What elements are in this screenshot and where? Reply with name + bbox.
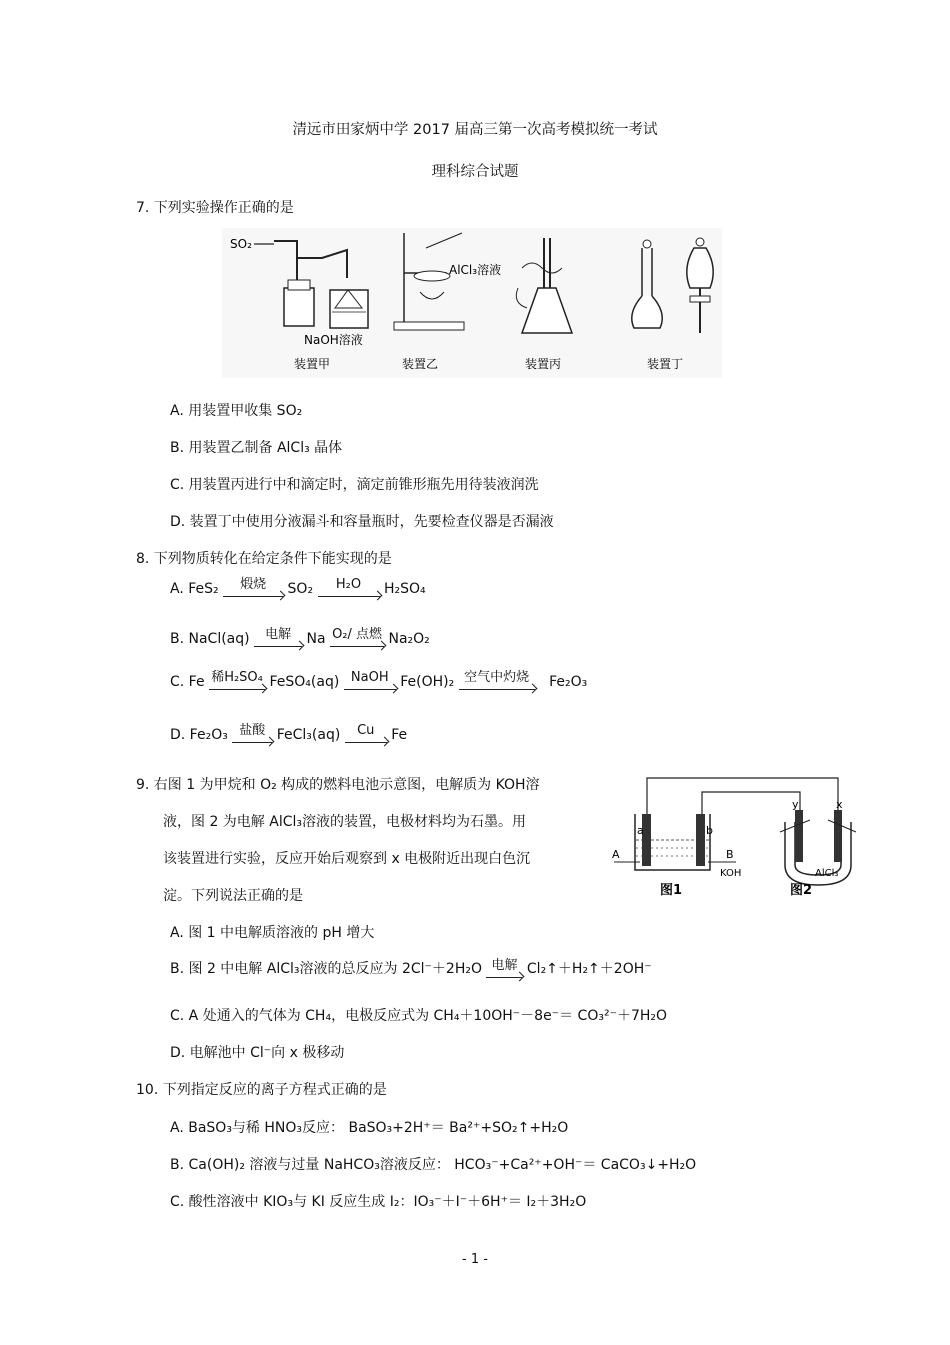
exam-title: 清远市田家炳中学 2017 届高三第一次高考模拟统一考试: [292, 122, 658, 138]
question-10-stem: 10. 下列指定反应的离子方程式正确的是: [136, 1082, 387, 1098]
svg-text:图1: 图1: [660, 883, 683, 898]
svg-text:B: B: [726, 848, 734, 861]
q7-option-b: B. 用装置乙制备 AlCl₃ 晶体: [170, 440, 343, 456]
question-9-stem-line2: 液，图 2 为电解 AlCl₃溶液的装置，电极材料均为石墨。用: [163, 814, 527, 830]
q9-option-b: B. 图 2 中电解 AlCl₃溶液的总反应为 2Cl⁻＋2H₂O 电解 Cl₂↑＋H₂↑＋2OH⁻: [170, 958, 652, 977]
question-7-stem: 7. 下列实验操作正确的是: [136, 200, 294, 216]
question-9-stem-line3: 该装置进行实验，反应开始后观察到 x 电极附近出现白色沉: [163, 851, 531, 867]
page-number: - 1 -: [462, 1252, 488, 1267]
so2-label: SO₂: [230, 237, 252, 251]
question-9-stem-line1: 9. 右图 1 为甲烷和 O₂ 构成的燃料电池示意图，电解质为 KOH溶: [136, 777, 540, 793]
exam-subtitle: 理科综合试题: [431, 164, 519, 180]
q9-option-a: A. 图 1 中电解质溶液的 pH 增大: [170, 925, 375, 941]
q9-cell-figure: [610, 770, 860, 900]
q7-apparatus-figure: [222, 228, 722, 378]
q8-option-b: B. NaCl(aq) 电解 Na O₂/ 点燃 Na₂O₂: [170, 627, 430, 647]
q9-option-d: D. 电解池中 Cl⁻向 x 极移动: [170, 1045, 345, 1061]
q10-option-a: A. BaSO₃与稀 HNO₃反应： BaSO₃+2H⁺＝ Ba²⁺+SO₂↑+H₂O: [170, 1120, 569, 1136]
q7-option-c: C. 用装置丙进行中和滴定时，滴定前锥形瓶先用待装液润洗: [170, 477, 539, 493]
apparatus-yi-label: 装置乙: [402, 357, 439, 371]
question-8-stem: 8. 下列物质转化在给定条件下能实现的是: [136, 551, 392, 567]
svg-text:y: y: [792, 798, 799, 811]
q10-option-c: C. 酸性溶液中 KIO₃与 KI 反应生成 I₂：IO₃⁻＋I⁻＋6H⁺＝ I₂＋3H₂O: [170, 1194, 587, 1210]
apparatus-ding-label: 装置丁: [647, 357, 684, 371]
svg-text:图2: 图2: [790, 883, 813, 898]
svg-text:A: A: [612, 848, 620, 861]
q10-option-b: B. Ca(OH)₂ 溶液与过量 NaHCO₃溶液反应： HCO₃⁻+Ca²⁺+OH⁻＝ CaCO₃↓+H₂O: [170, 1157, 697, 1173]
apparatus-bing-label: 装置丙: [525, 357, 562, 371]
svg-text:x: x: [836, 798, 843, 811]
q8-option-c: C. Fe 稀H₂SO₄ FeSO₄(aq) NaOH Fe(OH)₂ 空气中灼烧 Fe₂O₃: [170, 670, 588, 690]
question-9-stem-line4: 淀。下列说法正确的是: [163, 888, 303, 904]
q8-option-d: D. Fe₂O₃ 盐酸 FeCl₃(aq) Cu Fe: [170, 723, 408, 743]
naoh-label: NaOH溶液: [304, 333, 363, 347]
svg-text:a: a: [637, 824, 644, 837]
q7-option-d: D. 装置丁中使用分液漏斗和容量瓶时，先要检查仪器是否漏液: [170, 514, 554, 530]
q7-option-a: A. 用装置甲收集 SO₂: [170, 403, 303, 419]
q8-option-a: A. FeS₂ 煅烧 SO₂ H₂O H₂SO₄: [170, 577, 426, 597]
apparatus-jia-label: 装置甲: [294, 357, 331, 371]
q9-option-c: C. A 处通入的气体为 CH₄，电极反应式为 CH₄＋10OH⁻－8e⁻＝ CO₃²⁻＋7H₂O: [170, 1008, 668, 1024]
svg-text:b: b: [706, 824, 713, 837]
svg-text:AlCl₃: AlCl₃: [815, 868, 839, 879]
svg-text:KOH: KOH: [720, 868, 742, 879]
alcl3-solution-label: AlCl₃溶液: [449, 263, 502, 277]
